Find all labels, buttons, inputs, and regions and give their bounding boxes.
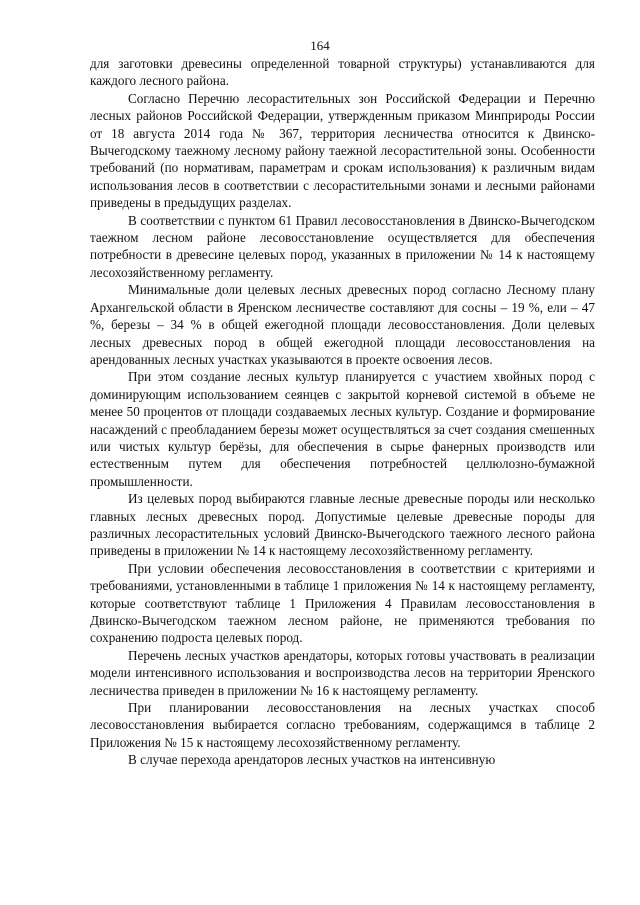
- paragraph: При условии обеспечения лесовосстановления в соответствии с критериями и требованиями, установленными в таблице 1 приложения № 14 к настоящему регламенту, которые соответствуют таблице 1 Приложения 4 Правилам лесовосстановления в Двинско-Вычегодском таежном лесном районе, не применяются требования по сохранению подроста целевых пород.: [90, 560, 595, 646]
- paragraph: При этом создание лесных культур планируется с участием хвойных пород с доминирующим использованием сеянцев с закрытой корневой системой в объеме не менее 50 процентов от площади создаваемых лесных культур. Создание и формирование насаждений с преобладанием березы может осуществляться за счет создания смешенных или чистых культур берёзы, для обеспечения в сырье фанерных производств или естественным путем для обеспечения потребностей целлюлозно-бумажной промышленности.: [90, 369, 595, 489]
- paragraph: Минимальные доли целевых лесных древесных пород согласно Лесному плану Архангельской области в Яренском лесничестве составляют для сосны – 19 %, ели – 47 %, березы – 34 % в общей ежегодной площади лесовосстановления. Доли целевых лесных древесных пород в общей ежегодной площади лесовосстановления на арендованных лесных участках указываются в проекте освоения лесов.: [90, 282, 595, 367]
- paragraph: При планировании лесовосстановления на лесных участках способ лесовосстановления выбирается согласно требованиям, содержащимся в таблице 2 Приложения № 15 к настоящему лесохозяйственному регламенту.: [90, 700, 595, 750]
- body-text: [90, 55, 595, 769]
- paragraph: Из целевых пород выбираются главные лесные древесные породы или несколько главных лесных древесных пород. Допустимые целевые древесные породы для различных лесорастительных условий Двинско-Вычегодского таежного лесного района приведены в приложении № 14 к настоящему лесохозяйственному регламенту.: [90, 491, 595, 559]
- paragraph: В случае перехода арендаторов лесных участков на интенсивную: [128, 752, 496, 768]
- paragraph: для заготовки древесины определенной товарной структуры) устанавливаются для каждого лесного района.: [90, 56, 595, 89]
- paragraph: В соответствии с пунктом 61 Правил лесовосстановления в Двинско-Вычегодском таежном лесном районе лесовосстановление осуществляется для обеспечения потребности в древесине целевых пород, указанных в приложении № 14 к настоящему лесохозяйственному регламенту.: [90, 212, 595, 280]
- paragraph: Перечень лесных участков арендаторы, которых готовы участвовать в реализации модели интенсивного использования и воспроизводства лесов на территории Яренского лесничества приведен в приложении № 16 к настоящему регламенту.: [90, 647, 595, 698]
- paragraph: Согласно Перечню лесорастительных зон Российской Федерации и Перечню лесных районов Российской Федерации, утвержденным приказом Минприроды России от 18 августа 2014 года № 367, территория лесничества относится к Двинско-Вычегодскому таежному лесному району таежной лесорастительной зоны. Особенности требований (по нормативам, параметрам и срокам использования) к различным видам использования лесов в соответствии с лесорастительными зонами и лесными районами приведены в предыдущих разделах.: [90, 90, 595, 211]
- page-number: 164: [310, 38, 330, 53]
